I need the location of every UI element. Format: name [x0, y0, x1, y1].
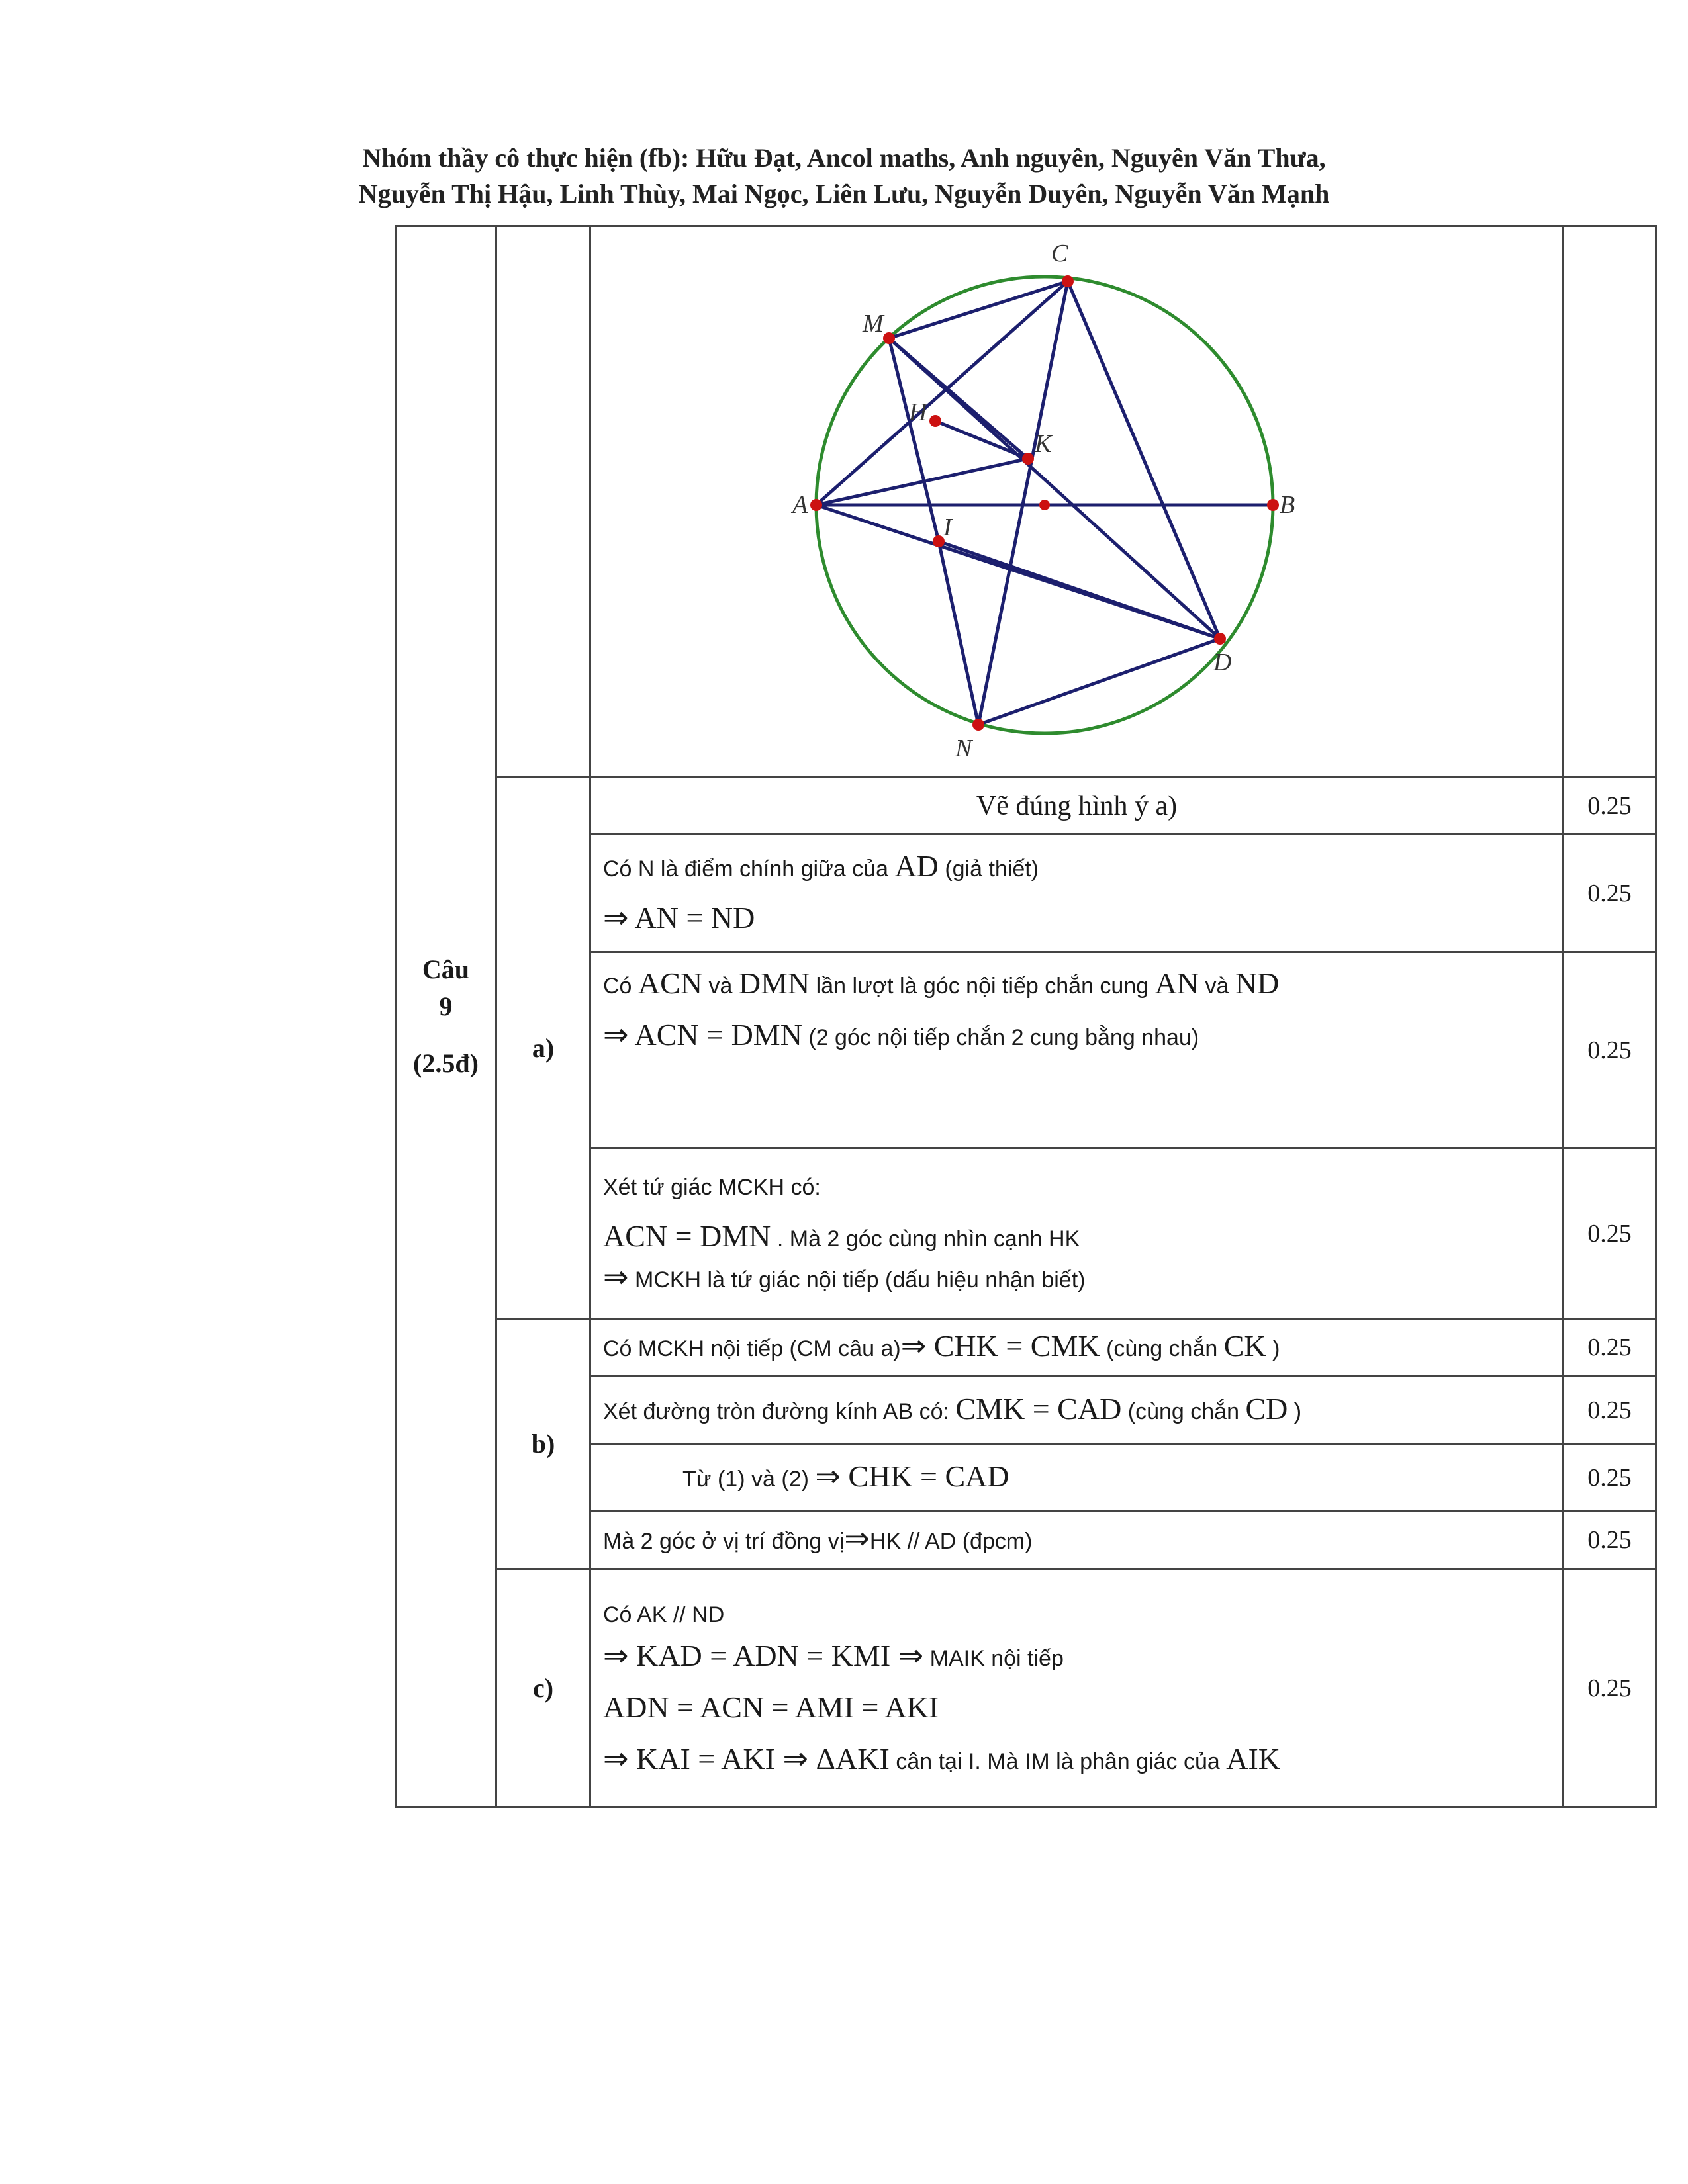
math: ND — [1235, 966, 1280, 1000]
point-k — [1022, 453, 1034, 465]
math: ⇒ CHK = CAD — [815, 1459, 1009, 1493]
line-mi — [889, 338, 939, 541]
text: MCKH là tứ giác nội tiếp (dấu hiệu nhận biết) — [635, 1267, 1086, 1293]
question-label-cell — [396, 226, 496, 1807]
line-md — [889, 338, 1220, 639]
math: ⇒ — [603, 1259, 629, 1294]
line-in — [939, 541, 978, 725]
text: Có MCKH nội tiếp (CM câu a) — [603, 1336, 901, 1361]
part-a-label: a) — [496, 778, 590, 1319]
point-center — [1039, 500, 1050, 510]
text: Mà 2 góc ở vị trí đồng vị — [603, 1528, 845, 1554]
point-a — [810, 499, 822, 511]
math: ⇒ CHK = CMK — [900, 1328, 1100, 1363]
math: ⇒ AN = ND — [603, 900, 755, 934]
solution-table — [395, 225, 1657, 1808]
row-b-step2 — [590, 1376, 1564, 1445]
text: Có N là điểm chính giữa của — [603, 856, 888, 882]
label-c: C — [1051, 240, 1068, 267]
math: AN — [1154, 966, 1199, 1000]
label-n: N — [955, 735, 972, 762]
math: ⇒ KAD = ADN = KMI ⇒ — [603, 1638, 924, 1672]
math: ACN — [637, 966, 703, 1000]
score-r5: 0.25 — [1564, 1319, 1656, 1376]
row-b-step3 — [590, 1445, 1564, 1511]
text: lần lượt là góc nội tiếp chắn cung — [816, 974, 1149, 999]
score-r8: 0.25 — [1564, 1511, 1656, 1569]
score-r2: 0.25 — [1564, 835, 1656, 952]
geometry-figure — [792, 227, 1346, 776]
point-m — [883, 332, 895, 344]
row-c-step1 — [590, 1569, 1564, 1807]
header-line-1: Nhóm thầy cô thực hiện (fb): Hữu Đạt, Ancol maths, Anh nguyên, Nguyên Văn Thưa, — [362, 143, 1326, 173]
part-c-label: c) — [496, 1569, 590, 1807]
question-number: 9 — [439, 991, 453, 1021]
label-h: H — [909, 398, 927, 426]
point-d — [1214, 633, 1226, 645]
text: HK // AD (đpcm) — [869, 1528, 1033, 1554]
score-r1: 0.25 — [1564, 778, 1656, 835]
text: ) — [1293, 1398, 1302, 1424]
row-a-step2 — [590, 952, 1564, 1148]
score-r3: 0.25 — [1564, 952, 1656, 1148]
math: AD — [894, 848, 939, 883]
math: CD — [1245, 1391, 1288, 1426]
label-k: K — [1035, 430, 1052, 458]
text: cân tại I. Mà IM là phân giác của — [896, 1749, 1220, 1774]
score-r6: 0.25 — [1564, 1376, 1656, 1445]
text: Xét đường tròn đường kính AB có: — [603, 1398, 949, 1424]
score-r9: 0.25 — [1564, 1569, 1656, 1807]
text: (cùng chắn — [1127, 1398, 1239, 1424]
figure-cell — [590, 226, 1564, 778]
row-a-step1 — [590, 835, 1564, 952]
line-nd — [978, 639, 1220, 725]
text: ) — [1272, 1336, 1280, 1361]
text: Có AK // ND — [603, 1602, 725, 1627]
point-n — [972, 719, 984, 731]
line-id — [939, 541, 1220, 639]
header-line-2: Nguyễn Thị Hậu, Linh Thùy, Mai Ngọc, Liên Lưu, Nguyễn Duyên, Nguyễn Văn Mạnh — [358, 179, 1330, 208]
math: ACN = DMN — [603, 1218, 771, 1253]
row-draw-figure-text: Vẽ đúng hình ý a) — [976, 790, 1178, 821]
line-hk — [935, 421, 1028, 459]
text: (giả thiết) — [945, 856, 1039, 882]
text: Có — [603, 974, 632, 999]
label-b: B — [1280, 491, 1295, 519]
point-b — [1267, 499, 1279, 511]
question-label: Câu — [422, 954, 470, 984]
figure-part-cell — [496, 226, 590, 778]
text: và — [1205, 974, 1229, 999]
row-a-step3 — [590, 1148, 1564, 1319]
label-d: D — [1213, 649, 1232, 676]
text: (2 góc nội tiếp chắn 2 cung bằng nhau) — [808, 1025, 1199, 1050]
point-c — [1062, 275, 1074, 287]
part-b-label: b) — [496, 1319, 590, 1569]
score-r4: 0.25 — [1564, 1148, 1656, 1319]
text: Từ (1) và (2) — [682, 1466, 809, 1492]
row-b-step4 — [590, 1511, 1564, 1569]
text: Xét tứ giác MCKH có: — [603, 1174, 821, 1200]
point-h — [929, 415, 941, 427]
math: CK — [1223, 1328, 1266, 1363]
document-header — [0, 140, 1688, 212]
text: (cùng chắn — [1106, 1336, 1218, 1361]
text: MAIK nội tiếp — [929, 1645, 1064, 1671]
row-b-step1 — [590, 1319, 1564, 1376]
line-ak — [816, 459, 1028, 505]
label-i: I — [943, 514, 952, 541]
score-r7: 0.25 — [1564, 1445, 1656, 1511]
label-m: M — [863, 310, 884, 338]
math: CMK = CAD — [955, 1391, 1122, 1426]
math: AIK — [1226, 1741, 1281, 1776]
line-cm — [889, 281, 1068, 338]
math: ⇒ — [844, 1521, 870, 1555]
figure-score-cell — [1564, 226, 1656, 778]
math: ADN = ACN = AMI = AKI — [603, 1690, 939, 1724]
text: . Mà 2 góc cùng nhìn cạnh HK — [776, 1226, 1080, 1251]
text: và — [708, 974, 733, 999]
math: ⇒ KAI = AKI ⇒ ΔAKI — [603, 1741, 890, 1776]
math: DMN — [738, 966, 810, 1000]
label-a: A — [792, 491, 808, 519]
math: ⇒ ACN = DMN — [603, 1018, 802, 1052]
row-draw-figure — [590, 778, 1564, 835]
question-points: (2.5đ) — [413, 1048, 479, 1078]
